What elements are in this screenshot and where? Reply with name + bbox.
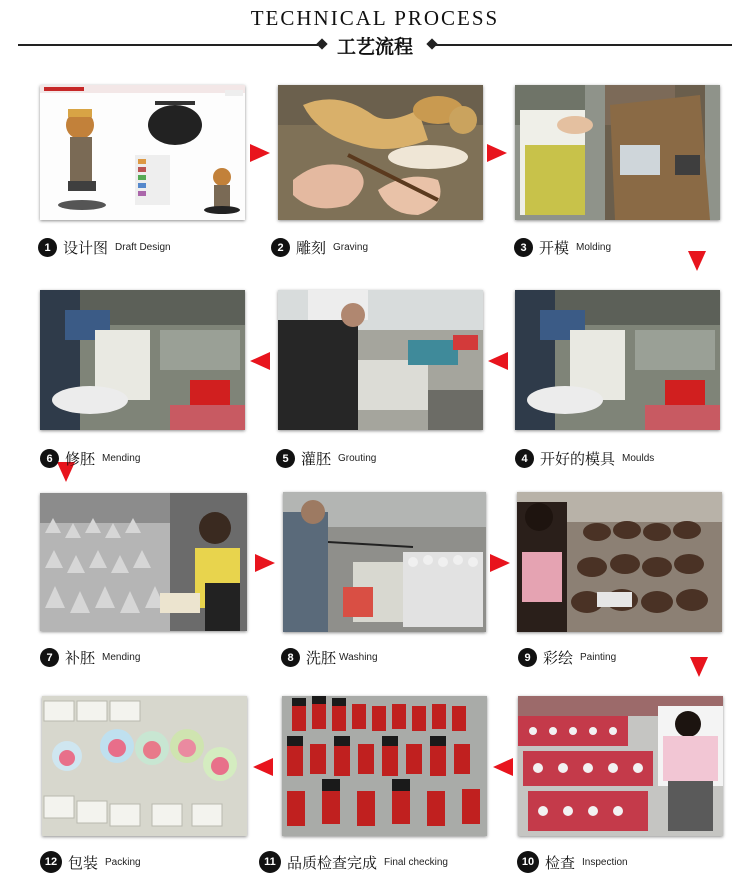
step-name-en: Mending [102, 453, 141, 464]
arrow-right-1 [250, 144, 270, 162]
step-number-badge: 5 [276, 449, 295, 468]
page-subtitle: 工艺流程 [336, 36, 413, 58]
step-label-6 [40, 448, 140, 469]
step-name-en: Mending [102, 652, 141, 663]
step-number-badge: 10 [517, 851, 539, 873]
step-number-badge: 4 [515, 449, 534, 468]
arrow-right-4 [490, 554, 510, 572]
step-label-10 [517, 851, 628, 873]
step-name-cn: 包装 [68, 853, 99, 872]
step-label-12 [40, 851, 141, 873]
step-name-cn: 检查 [545, 853, 576, 872]
step-label-8 [281, 647, 378, 668]
step-name-en: Packing [105, 856, 141, 868]
step-name-cn: 补胚 [65, 649, 96, 667]
step-name-cn: 雕刻 [296, 239, 327, 257]
photo-packing [42, 696, 247, 836]
photo-inspection [518, 696, 723, 836]
arrow-left-3 [493, 758, 513, 776]
photo-grouting [278, 290, 483, 430]
step-number-badge: 3 [514, 238, 533, 257]
arrow-down-1 [688, 251, 706, 271]
photo-final-checking [282, 696, 487, 836]
step-number-badge: 2 [271, 238, 290, 257]
step-label-1 [38, 237, 171, 258]
step-label-11 [259, 851, 448, 873]
step-label-5 [276, 448, 376, 469]
step-number-badge: 7 [40, 648, 59, 667]
photo-moulds [515, 290, 720, 430]
step-name-en: Grouting [338, 453, 377, 464]
step-name-cn: 灌胚 [301, 450, 332, 468]
step-number-badge: 12 [40, 851, 62, 873]
step-name-cn: 开好的模具 [540, 450, 616, 468]
step-name-cn: 设计图 [63, 239, 109, 257]
step-name-en: Inspection [582, 856, 628, 868]
step-name-en: Final checking [384, 856, 448, 868]
step-label-7 [40, 647, 140, 668]
step-number-badge: 6 [40, 449, 59, 468]
arrow-right-3 [255, 554, 275, 572]
arrow-left-2 [250, 352, 270, 370]
step-label-4 [515, 448, 654, 469]
photo-molding [515, 85, 720, 220]
step-number-badge: 8 [281, 648, 300, 667]
step-number-badge: 11 [259, 851, 281, 873]
photo-painting [517, 492, 722, 632]
step-name-cn: 修胚 [65, 450, 96, 468]
step-name-en: Graving [333, 242, 369, 253]
photo-draft-design [40, 85, 245, 220]
arrow-down-3 [690, 657, 708, 677]
photo-graving [278, 85, 483, 220]
step-name-en: Molding [576, 242, 612, 253]
photo-washing [283, 492, 486, 632]
step-name-cn: 开模 [539, 239, 570, 257]
photo-mending-7 [40, 493, 247, 631]
step-name-en: Washing [339, 652, 378, 663]
arrow-left-4 [253, 758, 273, 776]
step-label-9 [518, 647, 616, 668]
arrow-right-2 [487, 144, 507, 162]
step-name-cn: 彩绘 [543, 649, 574, 667]
step-number-badge: 1 [38, 238, 57, 257]
step-number-badge: 9 [518, 648, 537, 667]
photo-mending-6 [40, 290, 245, 430]
step-name-cn: 洗胚 [306, 649, 337, 667]
page-title: TECHNICAL PROCESS [250, 6, 500, 30]
step-name-en: Moulds [622, 453, 655, 464]
step-name-en: Draft Design [115, 242, 171, 253]
step-label-2 [271, 237, 368, 258]
step-label-3 [514, 237, 611, 258]
arrow-left-1 [488, 352, 508, 370]
step-name-cn: 品质检查完成 [287, 853, 378, 872]
step-name-en: Painting [580, 652, 617, 663]
